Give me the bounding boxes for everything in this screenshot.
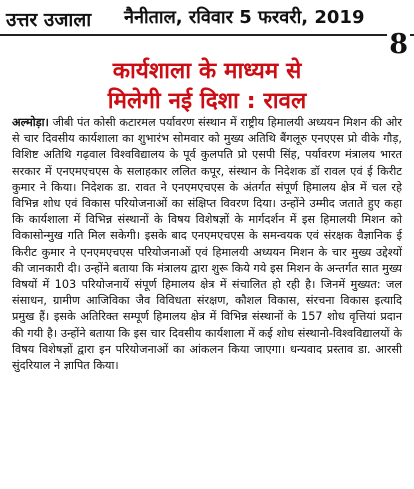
article-body-text: जीबी पंत कोसी कटारमल पर्यावरण संस्थान में राष्ट्रीय हिमालयी अध्ययन मिशन की ओर से चार दिवसीय कार्यशाला का शुभारंभ सोमवार को मुख्य अतिथि बैंगलूरु एनएएस प्रो वीके गौड़, विशिष्ट अतिथि गढ़वाल विश्वविद्यालय के पूर्व कुलपति प्रो एसपी सिंह, पर्यावरण मंत्रालय भारत सरकार में एनएमएचएस के सलाहकार ललित कपूर, संस्थान के निदेशक डॉ रावल एवं ई किरीट कुमार ने किया। निदेशक डा. रावत ने एनएमएचएस के अंतर्गत संपूर्ण हिमालय क्षेत्र में चल रहे विभिन्न शोध एवं विकास परियोजनाओं का संक्षिप्त विवरण दिया। उन्होंने उम्मीद जताते हुए कहा कि कार्यशाला में विभिन्न संस्थानों के विषय विशेषज्ञों के मार्गदर्शन में इस हिमालयी मिशन को विकासोन्मुख गति मिल सकेगी। इसके बाद एनएमएचएस के समन्वयक एवं संरक्षक वैज्ञानिक ई किरीट कुमार ने एनएमएचएस परियोजनाओं एवं हिमालयी अध्ययन मिशन के चार मुख्य उद्देश्यों की जानकारी दी। उन्होंने बताया कि मंत्रालय द्वारा शुरू किये गये इस मिशन के अन्तर्गत सात मुख्य विषयों में 103 परियोजनायें संपूर्ण हिमालय क्षेत्र में संचालित हो रही है। जिनमें मुख्यत: जल संसाधन, ग्रामीण आजिविका जैव विविधता संरक्षण, कौशल विकास, संरचना विकास इत्यादि प्रमुख हैं। इसके अतिरिक्त सम्पूर्ण हिमालय क्षेत्र में विभिन्न संस्थानों के 157 शोध वृत्तियां प्रदान की गयी है। उन्होंने बताया कि इस चार दिवसीय कार्यशाला में कई शोध संस्थानो-विश्वविद्यालयों के विषय विशेषज्ञों द्वारा इन परियोजनाओं का आंकलन किया जाएगा। धन्यवाद प्रस्ताव डा. आरसी सुंदरियाल ने ज्ञापित किया। [12, 116, 402, 373]
headline-line-2: मिलेगी नई दिशा : रावल [107, 88, 307, 114]
article-place: अल्मोड़ा। [12, 116, 49, 129]
page-number: 8 [389, 29, 408, 60]
article-body [12, 115, 402, 374]
masthead [0, 0, 414, 36]
article-headline [8, 56, 406, 116]
newspaper-name: उत्तर उजाला [6, 9, 92, 31]
headline-line-1: कार्यशाला के माध्यम से [112, 58, 302, 84]
edition-dateline: नैनीताल, रविवार 5 फरवरी, 2019 [124, 7, 365, 28]
